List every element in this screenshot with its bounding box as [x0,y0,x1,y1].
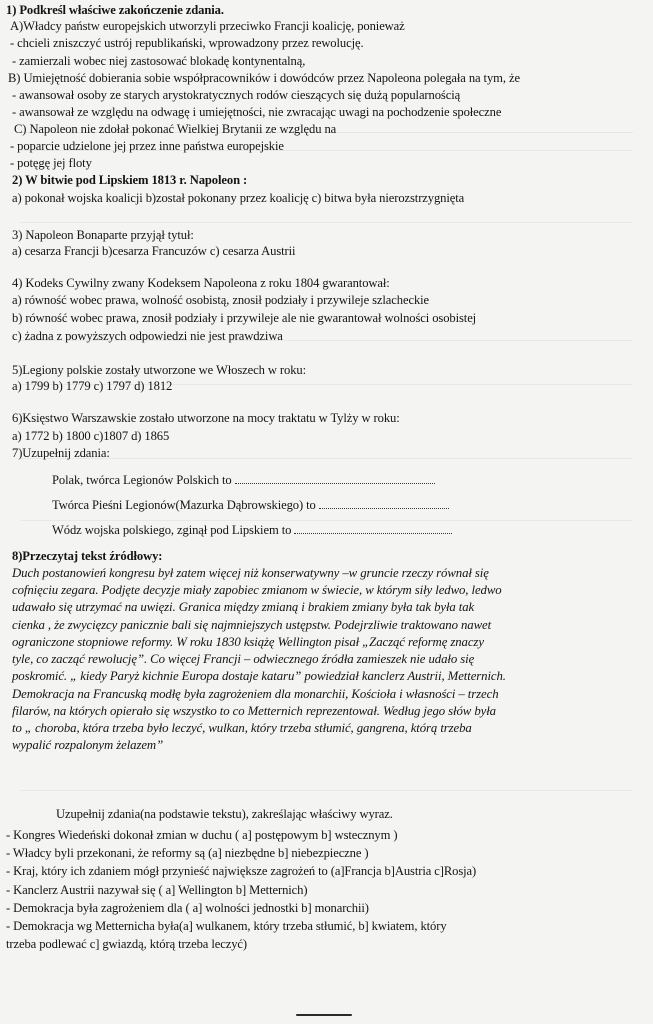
q1-a-option-2: - zamierzali wobec niej zastosować blokadę kontynentalną, [12,54,306,68]
page-bottom-mark [296,1014,352,1016]
q8-item: - Demokracja była zagrożeniem dla ( a] wolności jednostki b] monarchii) [6,901,369,915]
q8-item: - Kongres Wiedeński dokonał zmian w duchu ( a] postępowym b] wstecznym ) [6,828,398,842]
q1-b-stem: B) Umiejętność dobierania sobie współpracowników i dowódców przez Napoleona polegała na tym, że [8,71,520,85]
q3-title: 3) Napoleon Bonaparte przyjął tytuł: [12,228,194,242]
q8-instruction: Uzupełnij zdania(na podstawie tekstu), zakreślając właściwy wyraz. [56,807,393,821]
q8-title: 8)Przeczytaj tekst źródłowy: [12,549,163,563]
q5-title: 5)Legiony polskie zostały utworzone we Włoszech w roku: [12,363,306,377]
source-line: cofnięciu zegara. Podjęte decyzje miały zapobiec zmianom w świecie, w którym siły ledwo, ledwo [12,583,502,597]
source-line: ograniczone stopniowe reformy. W roku 1830 książę Wellington pisał „Zacząć reformę znaczy [12,635,484,649]
q8-item: - Kraj, który ich zdaniem mógł przynieść największe zagrożeń to (a]Francja b]Austria c]Rosja) [6,864,477,878]
q1-c-option-1: - poparcie udzielone jej przez inne państwa europejskie [10,139,284,153]
q2-options: a) pokonał wojska koalicji b)został pokonany przez koalicję c) bitwa była nierozstrzygnięta [12,191,465,205]
source-line: cienka , że zwycięzcy panicznie bali się najmniejszych ustępstw. Podejrzliwie traktowano nawet [12,618,492,632]
q1-b-option-1: - awansował osoby ze starych arystokratycznych rodów cieszących się dużą popularnością [12,88,461,102]
q7-sentence-1 [52,472,647,488]
q7-sentence-2 [52,497,647,513]
q1-a-stem: A)Władcy państw europejskich utworzyli przeciwko Francji koalicję, ponieważ [10,19,405,33]
bleed-through-line [20,520,633,521]
q8-item: - Władcy byli przekonani, że reformy są (a] niezbędne b] niebezpieczne ) [6,846,369,860]
source-line: udawało się utrzymać na uwięzi. Granica między zmianą i brakiem zmiany była tak była tak [12,600,475,614]
answer-blank[interactable] [319,497,449,509]
q1-c-stem: C) Napoleon nie zdołał pokonać Wielkiej Brytanii ze względu na [14,122,337,136]
q6-options: a) 1772 b) 1800 c)1807 d) 1865 [12,429,170,443]
q7-sentence-3-text: Wódz wojska polskiego, zginął pod Lipskiem to [52,523,292,537]
source-line: wypalić rozpalonym żelazem” [12,738,164,752]
q7-sentence-2-text: Twórca Pieśni Legionów(Mazurka Dąbrowskiego) to [52,498,316,512]
source-line: poskromić. „ kiedy Paryż kichnie Europa dostaje kataru” powiedział kanclerz Austrii, Metternich. [12,669,506,683]
q8-item: trzeba podlewać c] gwiazdą, którą trzeba leczyć) [6,937,247,951]
answer-blank[interactable] [235,472,435,484]
q1-title: 1) Podkreśl właściwe zakończenie zdania. [6,3,224,17]
source-line: Demokracja na Francuską modłę była zagrożeniem dla monarchii, Kościoła i własności – trzech [12,687,499,701]
q1-a-option-1: - chcieli zniszczyć ustrój republikański, wprowadzony przez rewolucję. [10,36,364,50]
q2-title-text: 2) W bitwie pod Lipskiem 1813 r. Napoleon : [12,173,248,187]
q4-option-b: b) równość wobec prawa, znosił podziały i przywileje ale nie gwarantował wolności osobistej [12,311,477,325]
q4-title: 4) Kodeks Cywilny zwany Kodeksem Napoleona z roku 1804 gwarantował: [12,276,390,290]
q1-b-option-2: - awansował ze względu na odwagę i umiejętności, nie zwracając uwagi na pochodzenie społeczne [12,105,502,119]
q8-item: - Kanclerz Austrii nazywał się ( a] Wellington b] Metternich) [6,883,308,897]
answer-blank[interactable] [294,522,452,534]
source-line: to „ choroba, która trzeba było leczyć, wulkan, który trzeba stłumić, gangrena, którą trzeba [12,721,472,735]
q7-sentence-1-text: Polak, twórca Legionów Polskich to [52,473,232,487]
q3-options: a) cesarza Francji b)cesarza Francuzów c) cesarza Austrii [12,244,296,258]
source-line: tyle, co zacząć rewolucję”. Co więcej Francji – odwiecznego źródła zamieszek nie udało się [12,652,475,666]
q7-title: 7)Uzupełnij zdania: [12,446,110,460]
source-line: Duch postanowień kongresu był zatem więcej niż konserwatywny –w gruncie rzeczy równał się [12,566,489,580]
q7-sentence-3 [52,522,647,538]
q8-item: - Demokracja wg Metternicha była(a] wulkanem, który trzeba stłumić, b] kwiatem, który [6,919,447,933]
bleed-through-line [20,222,633,223]
q1-c-option-2: - potęgę jej floty [10,156,92,170]
source-line: filarów, na których opierało się wszystko to co Metternich reprezentował. Według jego słów była [12,704,496,718]
bleed-through-line [20,790,633,791]
q5-options: a) 1799 b) 1779 c) 1797 d) 1812 [12,379,173,393]
q4-option-a: a) równość wobec prawa, wolność osobistą, znosił podziały i przywileje szlacheckie [12,293,430,307]
q6-title: 6)Księstwo Warszawskie zostało utworzone na mocy traktatu w Tylży w roku: [12,411,400,425]
q4-option-c: c) żadna z powyższych odpowiedzi nie jest prawdziwa [12,329,283,343]
q2-title [12,172,647,188]
